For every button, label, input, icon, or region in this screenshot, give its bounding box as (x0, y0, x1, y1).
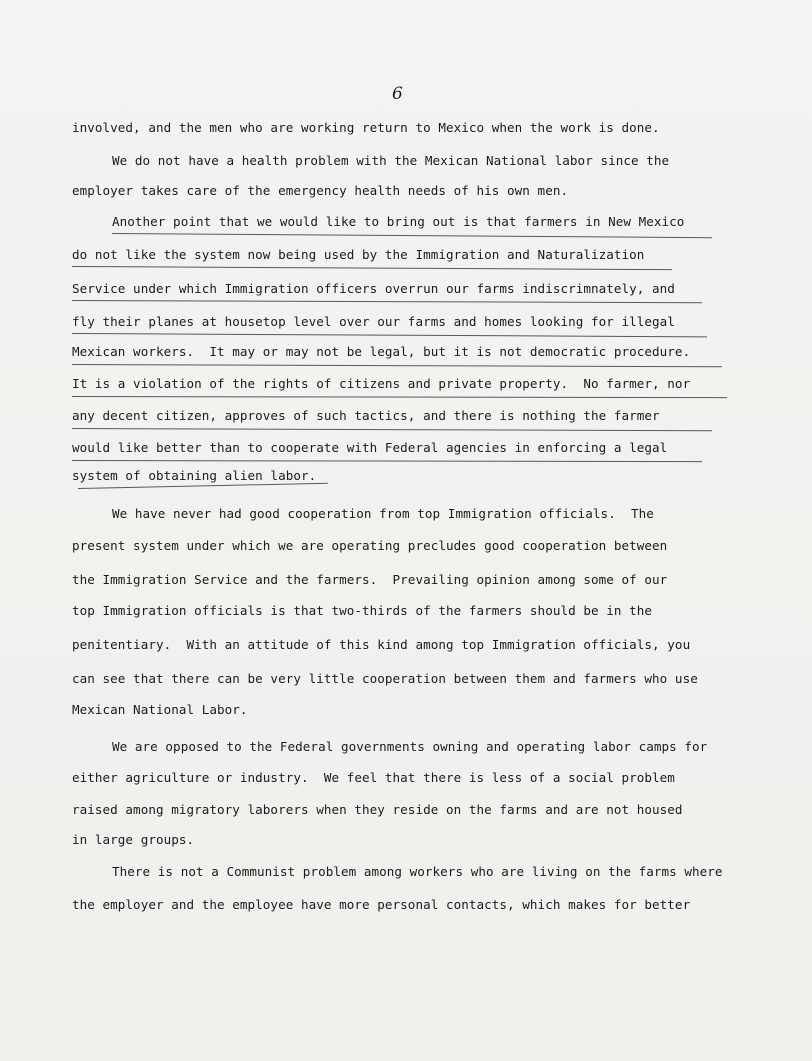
text-line-15: the Immigration Service and the farmers. Prevailing opinion among some of our (72, 572, 668, 587)
text-line-8: Mexican workers. It may or may not be legal, but it is not democratic procedure. (72, 344, 691, 359)
text-line-25: the employer and the employee have more personal contacts, which makes for better (72, 897, 691, 912)
underline-mark (72, 333, 707, 337)
text-line-2: We do not have a health problem with the Mexican National labor since the (112, 153, 670, 168)
text-line-18: can see that there can be very little cooperation between them and farmers who use (72, 671, 698, 686)
text-line-21: either agriculture or industry. We feel that there is less of a social problem (72, 770, 675, 785)
underline-mark (72, 364, 722, 367)
underline-mark (72, 428, 712, 431)
underline-mark (72, 460, 702, 462)
text-line-3: employer takes care of the emergency health needs of his own men. (72, 183, 569, 198)
text-line-7: fly their planes at housetop level over our farms and homes looking for illegal (72, 314, 675, 329)
text-line-1: involved, and the men who are working return to Mexico when the work is done. (72, 120, 660, 135)
page-number: 6 (392, 84, 403, 104)
text-line-5: do not like the system now being used by the Immigration and Naturalization (72, 247, 645, 262)
text-line-13: We have never had good cooperation from top Immigration officials. The (112, 506, 654, 521)
text-line-10: any decent citizen, approves of such tactics, and there is nothing the farmer (72, 408, 660, 423)
text-line-17: penitentiary. With an attitude of this kind among top Immigration officials, you (72, 637, 691, 652)
text-line-6: Service under which Immigration officers overrun our farms indiscrimnately, and (72, 281, 675, 296)
text-line-20: We are opposed to the Federal governments owning and operating labor camps for (112, 739, 708, 754)
text-line-22: raised among migratory laborers when they reside on the farms and are not housed (72, 802, 683, 817)
text-line-11: would like better than to cooperate with Federal agencies in enforcing a legal (72, 440, 668, 455)
text-line-14: present system under which we are operating precludes good cooperation between (72, 538, 668, 553)
underline-mark (78, 483, 328, 489)
text-line-9: It is a violation of the rights of citizens and private property. No farmer, nor (72, 376, 691, 391)
underline-mark (72, 396, 727, 398)
underline-mark (72, 266, 672, 270)
underline-mark (112, 233, 712, 238)
text-line-12: system of obtaining alien labor. (72, 468, 317, 483)
text-line-16: top Immigration officials is that two-thirds of the farmers should be in the (72, 603, 653, 618)
text-line-23: in large groups. (72, 832, 195, 847)
text-line-19: Mexican National Labor. (72, 702, 248, 717)
text-line-4: Another point that we would like to bring out is that farmers in New Mexico (112, 214, 685, 229)
text-line-24: There is not a Communist problem among workers who are living on the farms where (112, 864, 723, 879)
underline-mark (72, 300, 702, 303)
